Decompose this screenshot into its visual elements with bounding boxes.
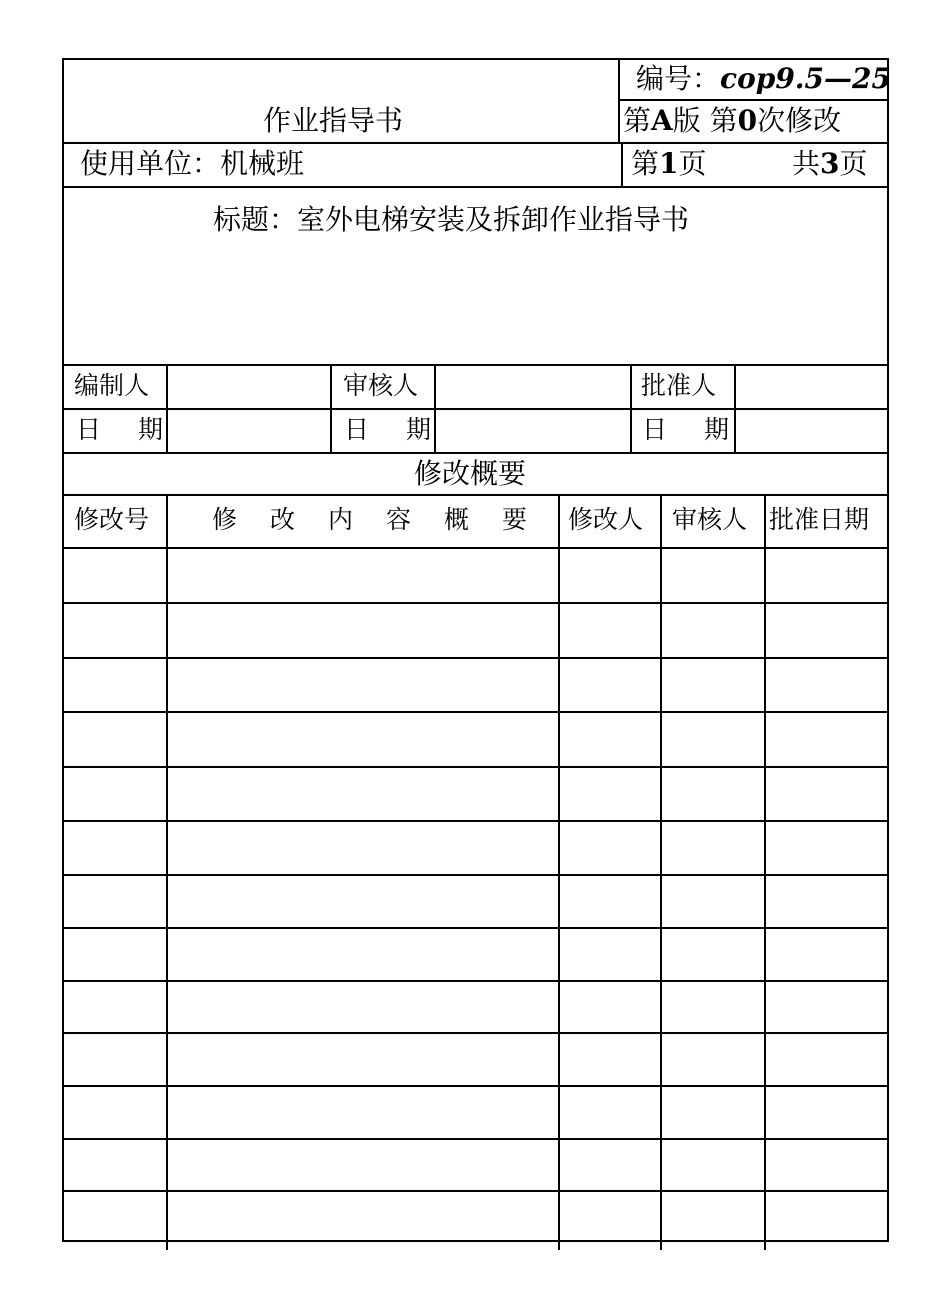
- revision-row-divider: [62, 602, 889, 604]
- col-header-approval-date: 批准日期: [769, 505, 870, 534]
- header-divider-2: [62, 142, 889, 144]
- revision-col-2: [558, 494, 560, 1250]
- revision-row-divider: [62, 1138, 889, 1140]
- page-text-2: 页: [678, 147, 707, 180]
- date-label-3: 日 期: [642, 415, 736, 444]
- edition-letter: A: [651, 104, 673, 137]
- page-total: [792, 147, 868, 180]
- revision-count: 0: [737, 104, 758, 137]
- document-number: [636, 62, 891, 95]
- revision-row-divider: [62, 980, 889, 982]
- edition-info: [623, 104, 842, 137]
- total-text-2: 页: [839, 147, 868, 180]
- revision-row-divider: [62, 766, 889, 768]
- header-col-divider-b: [621, 142, 623, 187]
- revision-col-3: [660, 494, 662, 1250]
- page-number: [631, 147, 707, 180]
- frame-top-line: [62, 58, 889, 60]
- page-text-1: 第: [631, 147, 660, 180]
- approval-divider-1: [62, 408, 889, 410]
- title-bottom-line: [62, 364, 889, 366]
- approved-by-label: 批准人: [641, 371, 717, 400]
- revision-col-1: [166, 494, 168, 1250]
- revision-row-divider: [62, 1085, 889, 1087]
- approval-divider-2: [62, 452, 889, 454]
- edition-text-2: 版 第: [672, 104, 738, 137]
- reviewed-by-label: 审核人: [343, 371, 419, 400]
- page-total-number: 3: [820, 147, 840, 180]
- frame-right-line: [887, 58, 889, 1241]
- revision-row-divider: [62, 927, 889, 929]
- revision-row-divider: [62, 711, 889, 713]
- document-title: 作业指导书: [263, 104, 404, 137]
- date-label-1: 日 期: [76, 415, 170, 444]
- revision-row-divider: [62, 1032, 889, 1034]
- document-number-label: 编号：: [636, 62, 721, 95]
- revision-row-divider: [62, 874, 889, 876]
- prepared-by-label: 编制人: [74, 371, 150, 400]
- frame-left-line: [62, 58, 64, 1241]
- date-label-2: 日 期: [344, 415, 438, 444]
- col-header-revision-content: 修 改 内 容 概 要: [212, 505, 532, 534]
- total-text-1: 共: [792, 147, 821, 180]
- header-col-divider-a: [618, 58, 620, 143]
- edition-text-1: 第: [623, 104, 652, 137]
- document-number-value: cop9.5—25: [720, 62, 891, 95]
- instruction-title: 标题：室外电梯安装及拆卸作业指导书: [213, 203, 690, 236]
- revision-col-4: [764, 494, 766, 1250]
- page-current: 1: [659, 147, 679, 180]
- edition-text-3: 次修改: [757, 104, 842, 137]
- header-divider-1: [618, 99, 888, 101]
- revision-section-title: 修改概要: [414, 457, 527, 490]
- revision-row-divider: [62, 820, 889, 822]
- col-header-revision-no: 修改号: [74, 505, 150, 534]
- col-header-reviewed-by: 审核人: [672, 505, 748, 534]
- revision-row-divider: [62, 1190, 889, 1192]
- approval-col-4: [630, 364, 632, 453]
- header-divider-3: [62, 186, 889, 188]
- col-header-revised-by: 修改人: [568, 505, 644, 534]
- revision-row-divider: [62, 657, 889, 659]
- approval-col-2: [330, 364, 332, 453]
- using-unit: 使用单位：机械班: [80, 147, 305, 180]
